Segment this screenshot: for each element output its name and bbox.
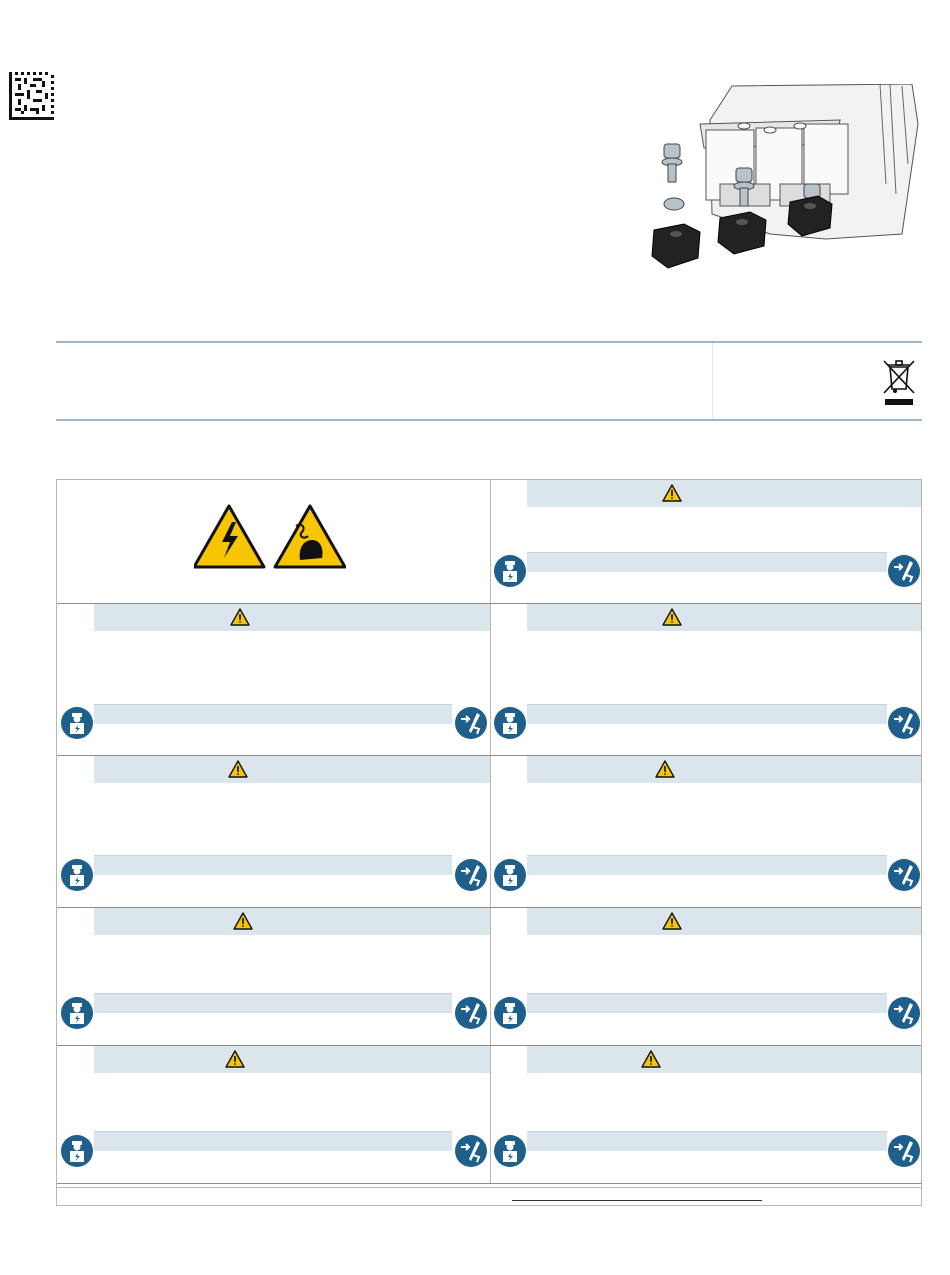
role-bar <box>94 705 452 724</box>
role-bar <box>527 705 887 724</box>
electrician-icon <box>494 859 526 891</box>
role-bar <box>527 1132 887 1151</box>
crossed-out-wheelie-bin-icon <box>882 359 916 405</box>
read-manual-icon <box>455 997 487 1029</box>
electrician-icon <box>61 997 93 1029</box>
read-manual-icon <box>888 555 920 587</box>
footer-divider <box>57 1183 921 1184</box>
caution-triangle-icon <box>230 608 250 626</box>
caution-triangle-icon <box>662 608 682 626</box>
info-band <box>56 341 922 421</box>
read-manual-icon <box>455 859 487 891</box>
read-manual-icon <box>455 707 487 739</box>
electric-hazard-signs <box>194 504 346 570</box>
electrician-icon <box>494 555 526 587</box>
safety-instructions-grid <box>56 479 922 1206</box>
read-manual-icon <box>455 1135 487 1167</box>
caution-triangle-icon <box>662 912 682 930</box>
datamatrix-code <box>9 72 54 120</box>
hazard-header-bar <box>94 756 490 783</box>
caution-triangle-icon <box>662 484 682 502</box>
hazard-header-bar <box>94 604 490 631</box>
electrician-icon <box>494 1135 526 1167</box>
role-bar <box>94 994 452 1013</box>
hazard-header-bar <box>527 480 921 507</box>
hazard-header-bar <box>527 604 921 631</box>
info-band-divider <box>712 343 713 419</box>
electrician-icon <box>61 1135 93 1167</box>
caution-triangle-icon <box>641 1050 661 1068</box>
caution-triangle-icon <box>228 760 248 778</box>
footer-link-underline[interactable] <box>512 1200 762 1201</box>
read-manual-icon <box>888 1135 920 1167</box>
read-manual-icon <box>888 859 920 891</box>
footer-divider <box>57 1187 921 1188</box>
caution-triangle-icon <box>225 1050 245 1068</box>
hazard-header-bar <box>527 756 921 783</box>
hazard-header-bar <box>527 1046 921 1073</box>
read-manual-icon <box>888 997 920 1029</box>
caution-triangle-icon <box>233 912 253 930</box>
read-manual-icon <box>888 707 920 739</box>
column-divider <box>490 480 491 1183</box>
role-bar <box>94 1132 452 1151</box>
caution-triangle-icon <box>655 760 675 778</box>
role-bar <box>527 994 887 1013</box>
hazard-header-bar <box>94 908 490 935</box>
electrician-icon <box>61 707 93 739</box>
role-bar <box>527 856 887 875</box>
role-bar <box>527 553 887 572</box>
electrician-icon <box>61 859 93 891</box>
role-bar <box>94 856 452 875</box>
hazard-header-bar <box>94 1046 490 1073</box>
electrician-icon <box>494 997 526 1029</box>
electrician-icon <box>494 707 526 739</box>
hazard-header-bar <box>527 908 921 935</box>
product-illustration <box>640 84 922 274</box>
